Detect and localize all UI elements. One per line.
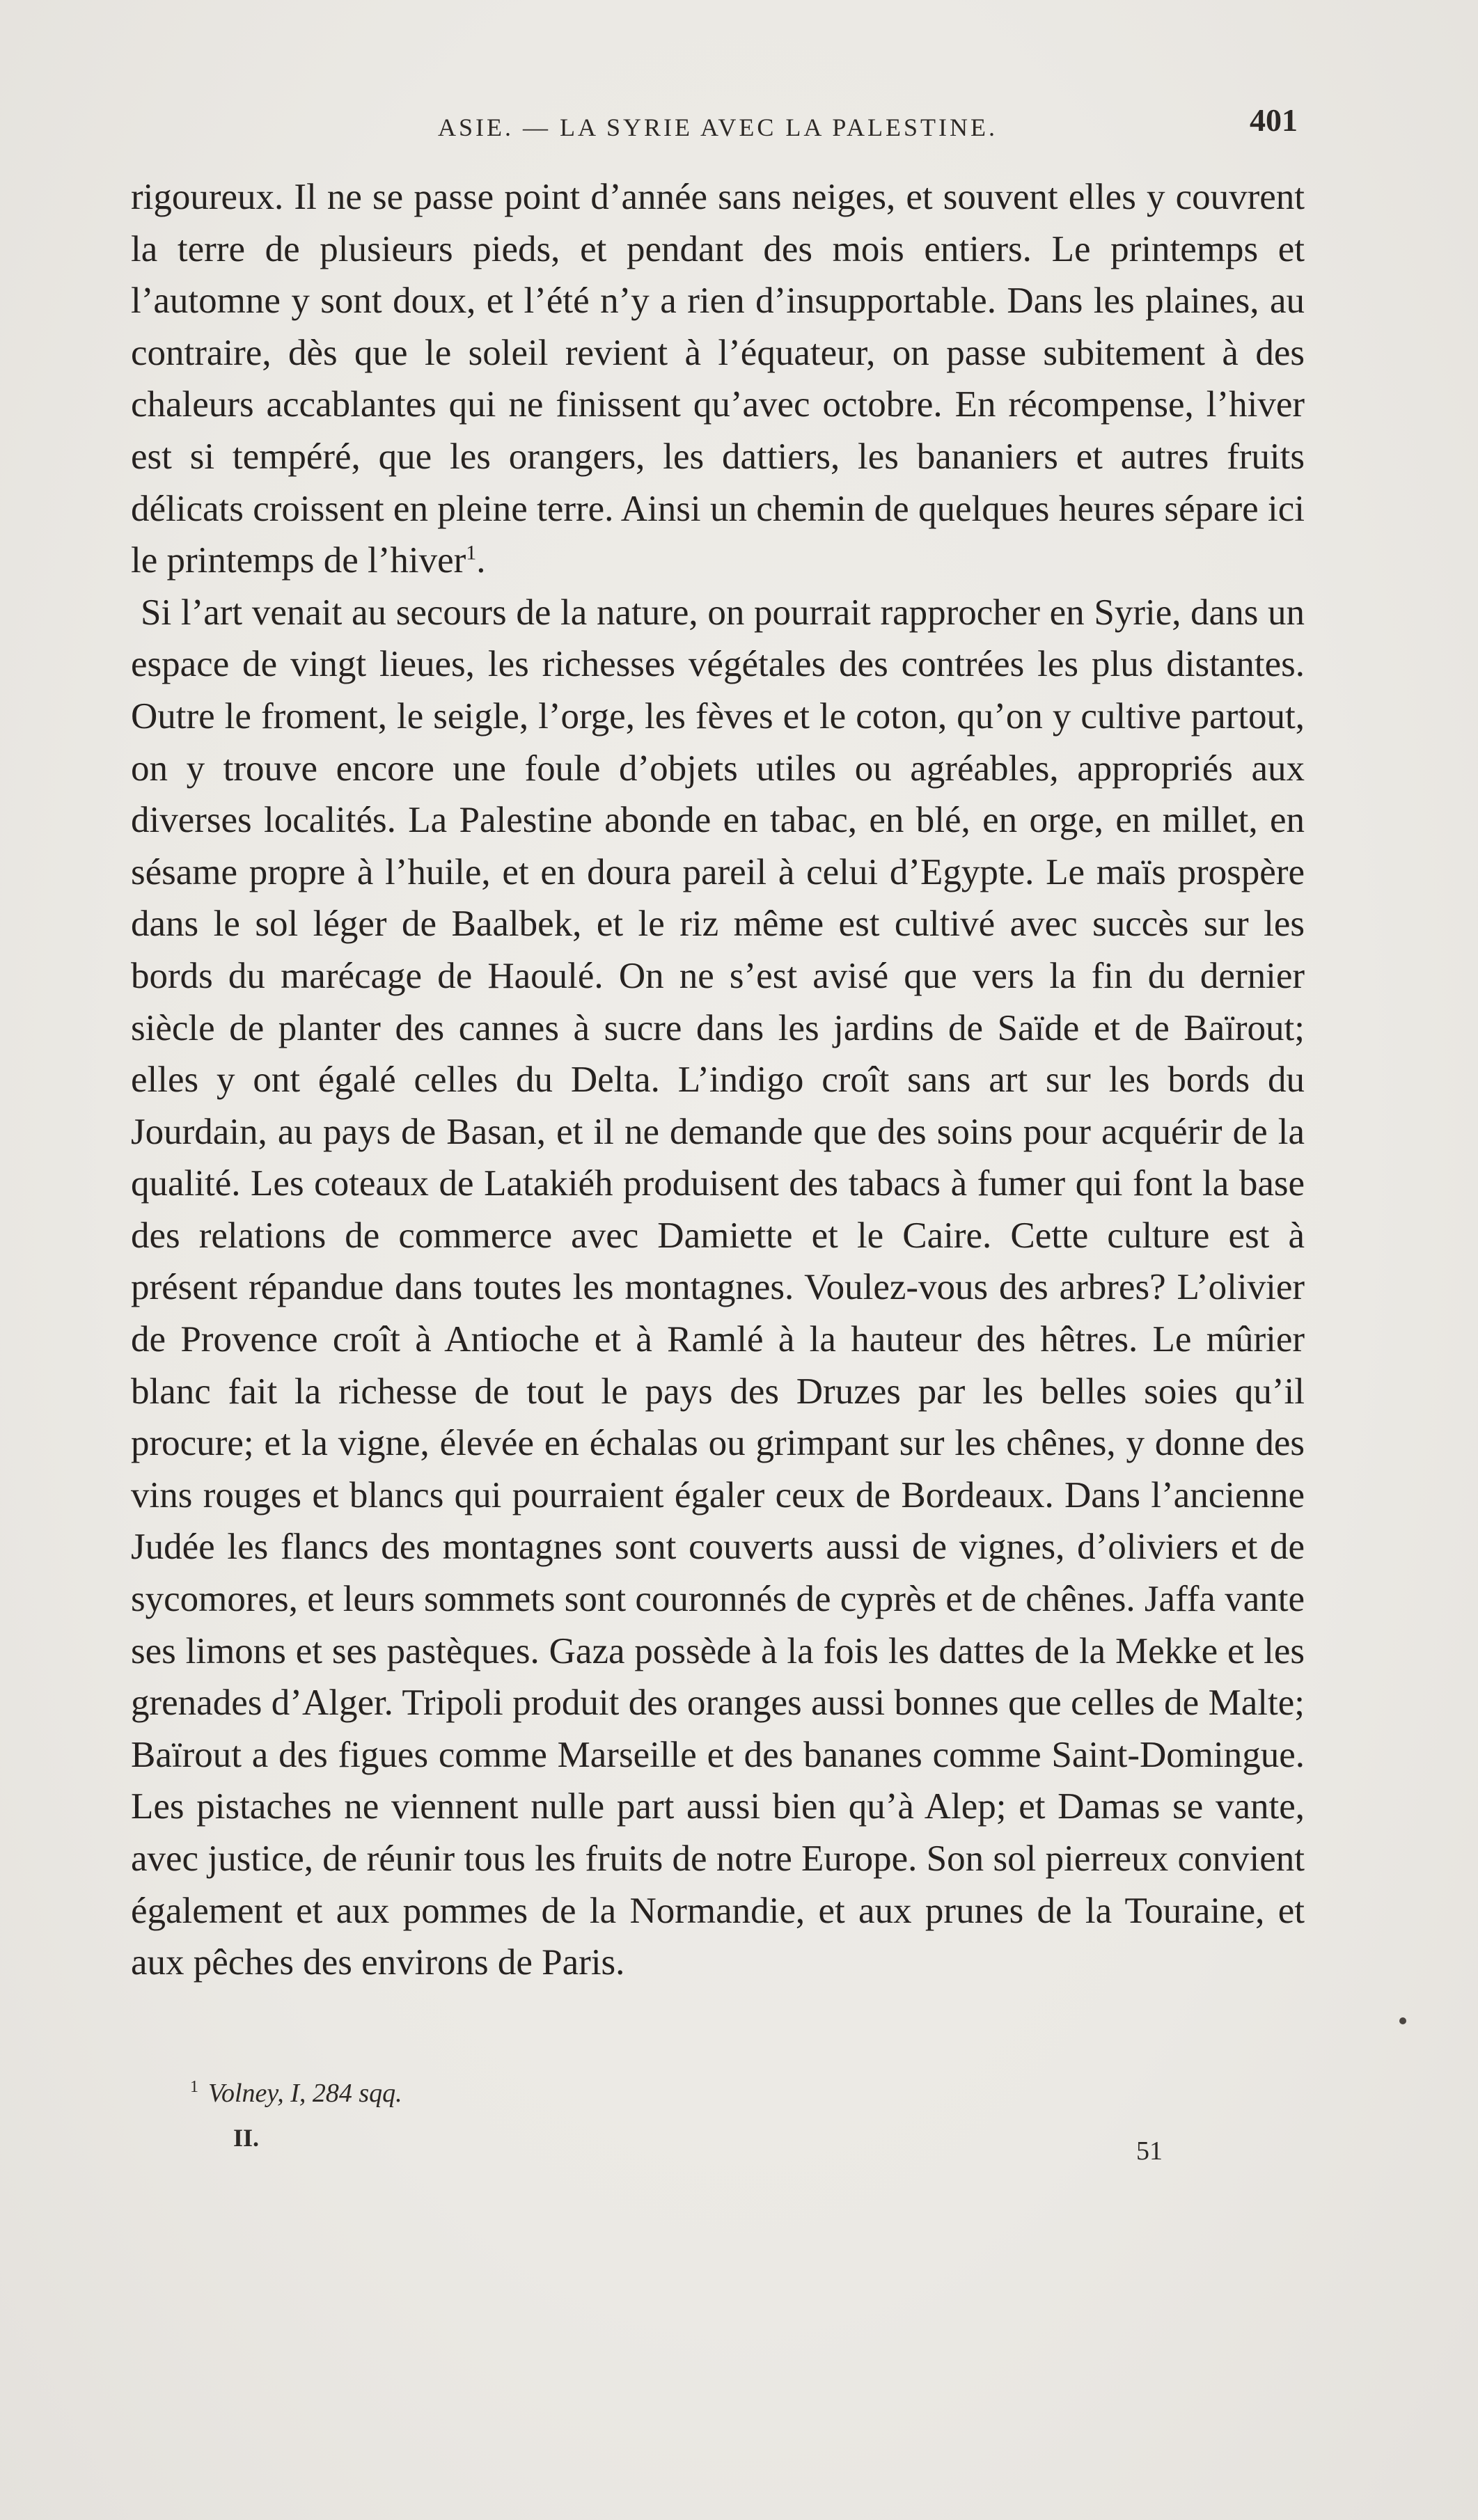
sheet-number: 51 <box>1136 2136 1163 2166</box>
running-head <box>131 99 1305 148</box>
paragraph-climate <box>131 171 1305 587</box>
paragraph-climate-end: . <box>476 540 486 581</box>
body-text <box>131 171 1305 1989</box>
running-title: ASIE. — LA SYRIE AVEC LA PALESTINE. <box>437 113 998 141</box>
signature-mark: II. <box>233 2124 260 2152</box>
footnote-reference: 1 <box>466 541 477 565</box>
footnote <box>190 2078 402 2109</box>
footnote-mark: 1 <box>190 2078 198 2097</box>
page-number: 401 <box>1250 102 1298 138</box>
paragraph-vegetation: Si l’art venait au secours de la nature, on pourrait rapprocher en Syrie, dans un espace de vingt lieues, les richesses végétales des contrées les plus distantes. Outre le froment, le seigle, l’orge, les fèves et le coton, qu’on y cultive partout, on y trouve encore une foule d’objets utiles ou agréables, appropriés aux diverses localités. La Palestine abonde en tabac, en blé, en orge, en millet, en sésame propre à l’huile, et en doura pareil à celui d’Egypte. Le maïs prospère dans le sol léger de Baalbek, et le riz même est cultivé avec succès sur les bords du marécage de Haoulé. On ne s’est avisé que vers la fin du dernier siècle de planter des cannes à sucre dans les jardins de Saïde et de Baïrout; elles y ont égalé celles du Delta. L’indigo croît sans art sur les bords du Jourdain, au pays de Basan, et il ne demande que des soins pour acquérir de la qualité. Les coteaux de Latakiéh produisent des tabacs à fumer qui font la base des relations de commerce avec Damiette et le Caire. Cette culture est à présent répandue dans toutes les montagnes. Voulez-vous des arbres? L’olivier de Provence croît à Antioche et à Ramlé à la hauteur des hêtres. Le mûrier blanc fait la richesse de tout le pays des Druzes par les belles soies qu’il procure; et la vigne, élevée en échalas ou grimpant sur les chênes, y donne des vins rouges et blancs qui pourraient égaler ceux de Bordeaux. Dans l’ancienne Judée les flancs des montagnes sont couverts aussi de vignes, d’oliviers et de sycomores, et leurs sommets sont couronnés de cyprès et de chênes. Jaffa vante ses limons et ses pastèques. Gaza possède à la fois les dattes de la Mekke et les grenades d’Alger. Tripoli produit des oranges aussi bonnes que celles de Malte; Baïrout a des figues comme Marseille et des bananes comme Saint-Domingue. Les pistaches ne viennent nulle part aussi bien qu’à Alep; et Damas se vante, avec justice, de réunir tous les fruits de notre Europe. Son sol pierreux convient également et aux pommes de la Normandie, et aux prunes de la Touraine, et aux pêches des environs de Paris. <box>131 592 1305 1983</box>
paragraph-climate-text: rigoureux. Il ne se passe point d’année sans neiges, et souvent elles y couvrent la terre de plusieurs pieds, et pendant des mois entiers. Le printemps et l’automne y sont doux, et l’été n’y a rien d’insupportable. Dans les plaines, au contraire, dès que le soleil revient à l’équateur, on passe subitement à des chaleurs accablantes qui ne finissent qu’avec octobre. En récompense, l’hiver est si tempéré, que les orangers, les dattiers, les bananiers et autres fruits délicats croissent en pleine terre. Ainsi un chemin de quelques heures sépare ici le printemps de l’hiver <box>131 177 1305 581</box>
ink-speck <box>1399 2017 1406 2024</box>
footnote-text: Volney, I, 284 sqq. <box>208 2079 402 2108</box>
